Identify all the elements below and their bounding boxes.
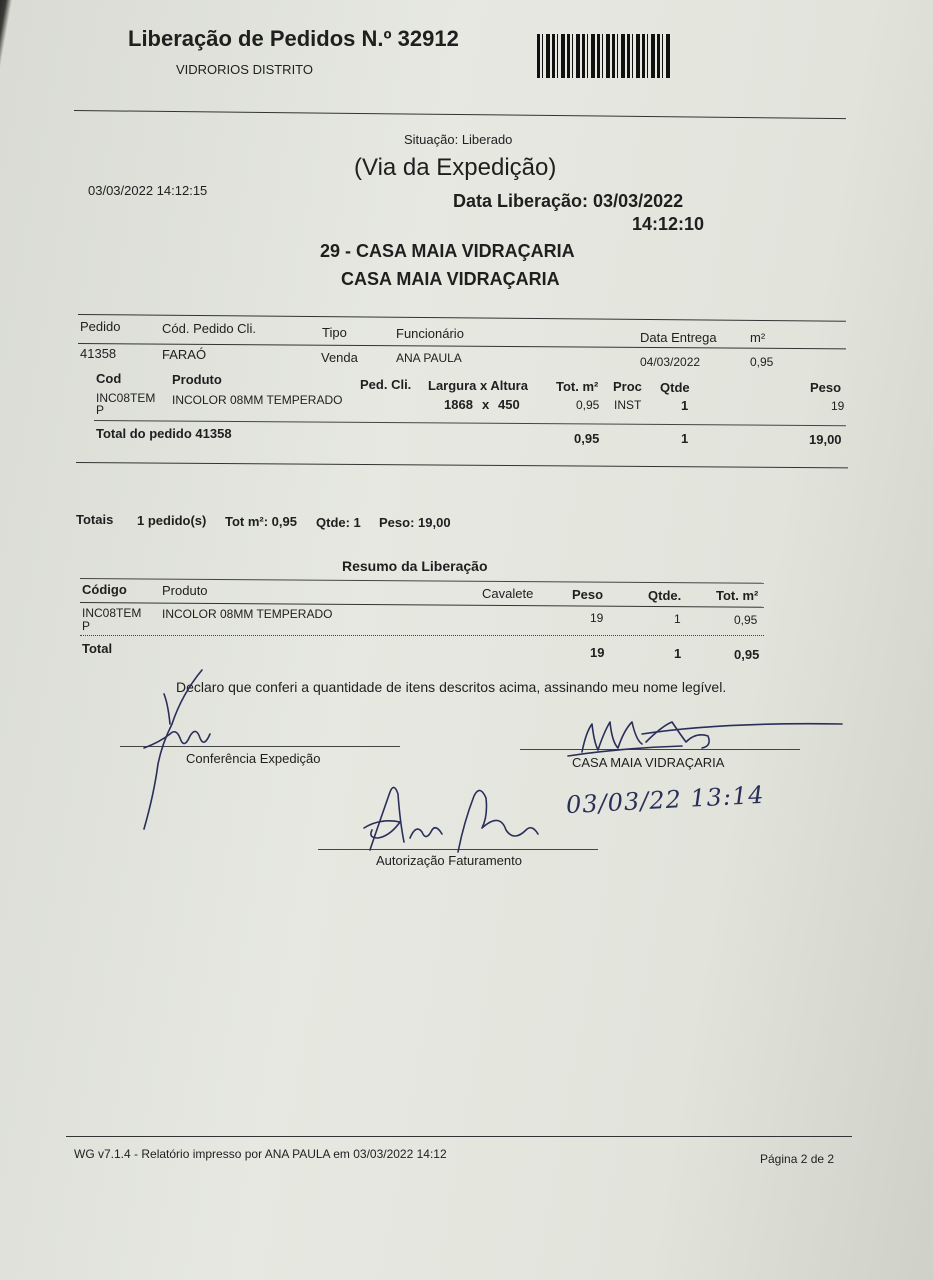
- signature-label-autorizacao: Autorização Faturamento: [376, 853, 522, 868]
- summary-total-tot-m2: 0,95: [734, 647, 760, 662]
- release-time: 14:12:10: [632, 214, 705, 234]
- item-height: 450: [498, 397, 520, 412]
- order-type: Venda: [321, 350, 358, 365]
- via-text: (Via da Expedição): [354, 154, 557, 181]
- item-code-line1: INC08TEM: [96, 391, 156, 405]
- order-table-bottom-line: [76, 462, 848, 468]
- totals-pedidos: 1 pedido(s): [137, 513, 207, 528]
- col-pedido: Pedido: [80, 319, 121, 334]
- order-total-peso: 19,00: [809, 432, 842, 447]
- declaration-text: Declaro que conferi a quantidade de itens descritos acima, assinando meu nome legível.: [176, 679, 727, 695]
- order-total-m2: 0,95: [574, 431, 600, 446]
- order-m2: 0,95: [750, 355, 774, 369]
- item-col-produto: Produto: [172, 372, 222, 387]
- summary-peso: 19: [590, 611, 604, 625]
- order-number: 41358: [80, 346, 117, 361]
- summary-col-codigo: Código: [82, 582, 127, 597]
- order-employee: ANA PAULA: [396, 351, 462, 365]
- page-number: Página 2 de 2: [760, 1152, 835, 1166]
- footer-divider: [66, 1136, 852, 1137]
- summary-col-tot-m2: Tot. m²: [716, 588, 759, 603]
- item-col-qtde: Qtde: [660, 380, 690, 395]
- item-col-largura-altura: Largura x Altura: [428, 378, 528, 393]
- col-funcionario: Funcionário: [396, 326, 464, 341]
- document-page: [10, 0, 933, 1280]
- footer-left-text: WG v7.1.4 - Relatório impresso por ANA PAULA em 03/03/2022 14:12: [74, 1147, 447, 1161]
- item-peso: 19: [831, 399, 845, 413]
- company-name: VIDRORIOS DISTRITO: [176, 62, 313, 77]
- handwritten-date: 03/03/22 13:14: [565, 780, 766, 820]
- item-col-tot-m2: Tot. m²: [556, 379, 599, 394]
- col-m2: m²: [750, 330, 766, 345]
- col-cod-pedido-cli: Cód. Pedido Cli.: [162, 321, 256, 336]
- item-proc: INST: [614, 398, 642, 412]
- order-delivery-date: 04/03/2022: [640, 355, 701, 369]
- summary-title: Resumo da Liberação: [342, 558, 488, 574]
- totals-tot-m2: Tot m²: 0,95: [225, 514, 297, 529]
- document-title: Liberação de Pedidos N.º 32912: [128, 26, 459, 51]
- print-datetime: 03/03/2022 14:12:15: [88, 183, 208, 198]
- item-col-proc: Proc: [613, 379, 642, 394]
- item-product: INCOLOR 08MM TEMPERADO: [172, 393, 343, 407]
- order-total-label: Total do pedido 41358: [96, 426, 232, 441]
- client-trade-name: CASA MAIA VIDRAÇARIA: [341, 269, 560, 289]
- status-text: Situação: Liberado: [404, 132, 513, 147]
- item-col-cod: Cod: [96, 371, 122, 386]
- barcode-icon: [537, 34, 671, 78]
- summary-qtde: 1: [674, 612, 681, 626]
- col-tipo: Tipo: [322, 325, 347, 340]
- summary-col-cavalete: Cavalete: [482, 586, 534, 601]
- item-tot-m2: 0,95: [576, 398, 600, 412]
- signature-label-conferencia: Conferência Expedição: [186, 751, 321, 766]
- totals-label: Totais: [76, 512, 114, 527]
- release-date: Data Liberação: 03/03/2022: [453, 191, 684, 211]
- order-total-qtde: 1: [681, 431, 689, 446]
- item-code-line2: P: [96, 403, 105, 417]
- summary-tot-m2: 0,95: [734, 613, 758, 627]
- summary-total-label: Total: [82, 641, 113, 656]
- signature-cliente-drawing: [562, 712, 852, 768]
- signature-autorizacao-drawing: [350, 772, 550, 858]
- signature-label-cliente: CASA MAIA VIDRAÇARIA: [572, 755, 725, 770]
- item-col-ped-cli: Ped. Cli.: [360, 377, 412, 392]
- totals-peso: Peso: 19,00: [379, 515, 451, 530]
- summary-col-produto: Produto: [162, 583, 208, 598]
- item-col-peso: Peso: [810, 380, 842, 395]
- summary-total-line: [80, 635, 764, 636]
- totals-qtde: Qtde: 1: [316, 515, 361, 530]
- summary-total-peso: 19: [590, 645, 605, 660]
- item-qtde: 1: [681, 398, 689, 413]
- summary-total-qtde: 1: [674, 646, 682, 661]
- header-divider: [74, 110, 846, 119]
- client-name: 29 - CASA MAIA VIDRAÇARIA: [320, 241, 575, 261]
- item-width: 1868: [444, 397, 473, 412]
- order-client-code: FARAÓ: [162, 347, 207, 362]
- summary-col-peso: Peso: [572, 587, 604, 602]
- summary-product: INCOLOR 08MM TEMPERADO: [162, 607, 333, 621]
- item-x: x: [482, 397, 490, 412]
- summary-col-qtde: Qtde.: [648, 588, 682, 603]
- col-data-entrega: Data Entrega: [640, 330, 717, 345]
- summary-code-line1: INC08TEM: [82, 606, 142, 620]
- summary-code-line2: P: [82, 619, 91, 633]
- signature-conferencia-drawing: [130, 664, 240, 836]
